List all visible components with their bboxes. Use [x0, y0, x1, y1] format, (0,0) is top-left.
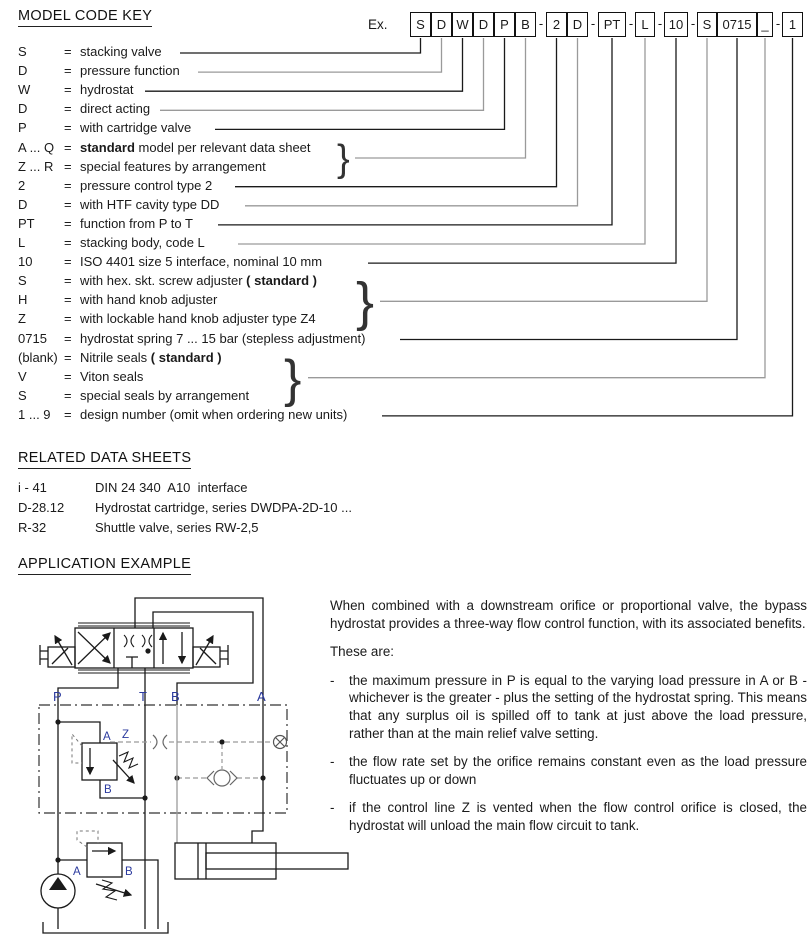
code-box-s: S: [410, 12, 431, 37]
junction-dot: [174, 775, 179, 780]
hydrostat-labels: [103, 729, 129, 796]
code-box-b: B: [515, 12, 536, 37]
port-label-p: P: [53, 689, 62, 704]
grouping-brace: }: [356, 272, 375, 332]
bullet-dash: -: [330, 754, 335, 770]
model-code-symbol: W: [18, 82, 31, 98]
code-connector-line: [355, 38, 526, 158]
related-sheet-row: [18, 478, 352, 498]
equals-sign: =: [64, 330, 72, 346]
model-code-description: direct acting: [80, 101, 151, 117]
equals-sign: =: [64, 158, 72, 174]
equals-sign: =: [64, 101, 72, 117]
application-paragraph: When combined with a downstream orifice or proportional valve, the bypass hydrostat provides a three-way flow control function, with its associated benefits.: [330, 598, 807, 631]
bullet-dash: -: [330, 800, 335, 816]
model-code-symbol: 2: [18, 177, 26, 193]
model-code-symbol: D: [18, 63, 28, 79]
equals-sign: =: [64, 368, 72, 384]
sheet-code: D-28.12: [18, 500, 65, 515]
code-connector-line: [245, 38, 578, 206]
sheet-description: Hydrostat cartridge, series DWDPA-2D-10 ...: [95, 500, 352, 515]
model-code-description: hydrostat: [80, 82, 134, 98]
model-code-symbol: 1 ... 9: [18, 406, 51, 422]
equals-sign: =: [64, 235, 72, 250]
hydrostat-label-b: B: [104, 784, 112, 796]
pilot-and-shuttle-lines: [110, 735, 287, 786]
subplate-boundary-box: [39, 705, 287, 813]
tank-symbol: [43, 922, 168, 933]
code-separator: -: [690, 16, 696, 31]
code-connector-line: [308, 38, 765, 378]
model-code-symbol: P: [18, 120, 27, 136]
equals-sign: =: [64, 254, 72, 270]
code-box-0715: 0715: [717, 12, 757, 37]
code-connector-line: [180, 38, 421, 53]
code-connector-line: [382, 38, 793, 416]
model-code-description: hydrostat spring 7 ... 15 bar (stepless adjustment): [80, 330, 366, 346]
model-code-symbol: 0715: [18, 330, 47, 346]
port-labels: [53, 689, 266, 704]
code-separator: -: [657, 16, 663, 31]
relief-labels: [73, 866, 133, 878]
related-sheet-row: [18, 498, 352, 518]
code-separator: -: [590, 16, 596, 31]
model-code-symbol: (blank): [18, 349, 58, 365]
code-connector-line: [380, 38, 707, 301]
code-connector-line: [160, 38, 484, 110]
related-data-sheets-list: [18, 478, 352, 538]
model-code-description: special features by arrangement: [80, 158, 266, 174]
grouping-brace: }: [284, 350, 302, 408]
valve-to-subplate-lines: [58, 598, 263, 705]
equals-sign: =: [64, 406, 72, 422]
directional-valve-symbol: [40, 623, 228, 673]
model-code-symbol: Z ... R: [18, 158, 54, 174]
code-box-w: W: [452, 12, 473, 37]
sheet-description: DIN 24 340 A10 interface: [95, 480, 248, 495]
bullet-item: [330, 753, 807, 788]
related-data-sheets-title: RELATED DATA SHEETS: [18, 450, 191, 469]
code-connector-line: [235, 38, 557, 187]
model-code-description: with lockable hand knob adjuster type Z4: [80, 311, 316, 327]
model-code-key-title: MODEL CODE KEY: [18, 8, 152, 27]
sheet-code: R-32: [18, 520, 47, 535]
model-code-symbol: H: [18, 292, 28, 308]
code-separator: -: [775, 16, 781, 31]
code-connector-line: [215, 38, 505, 129]
model-code-description: with cartridge valve: [80, 120, 192, 136]
equals-sign: =: [64, 177, 72, 193]
code-connector-line: [218, 38, 612, 225]
code-box-pt: PT: [598, 12, 626, 37]
equals-sign: =: [64, 215, 72, 231]
code-box-p: P: [494, 12, 515, 37]
equals-sign: =: [64, 44, 72, 59]
pump-symbol: [41, 813, 75, 929]
model-code-symbol: L: [18, 235, 26, 250]
code-separator: -: [538, 16, 544, 31]
relief-label-b: B: [125, 866, 133, 878]
model-code-symbol: 10: [18, 254, 33, 270]
grouping-brace: }: [337, 138, 350, 180]
sheet-code: i - 41: [18, 480, 47, 495]
application-bullets: [330, 672, 807, 835]
model-code-description: stacking valve: [80, 44, 162, 59]
model-code-symbol: Z: [18, 311, 26, 327]
model-code-description: with hand knob adjuster: [80, 292, 218, 308]
application-text-column: [330, 597, 807, 846]
equals-sign: =: [64, 120, 72, 136]
port-label-b: B: [171, 689, 180, 704]
model-code-symbol: S: [18, 44, 27, 59]
hydrostat-label-z: Z: [122, 729, 130, 741]
model-code-description: pressure control type 2: [80, 177, 213, 193]
bullet-text: the flow rate set by the orifice remains constant even as the load pressure fluctuates up or down: [349, 754, 807, 787]
equals-sign: =: [64, 387, 72, 403]
code-connector-line: [368, 38, 676, 263]
relief-valve-symbol: [55, 813, 158, 929]
model-code-description: Viton seals: [80, 368, 144, 384]
junction-dot: [219, 739, 224, 744]
model-code-description: Nitrile seals ( standard ): [80, 349, 222, 365]
bullet-item: [330, 672, 807, 742]
relief-label-a: A: [73, 866, 81, 878]
code-box-d: D: [567, 12, 588, 37]
cylinder-symbol: [175, 843, 348, 879]
equals-sign: =: [64, 273, 72, 289]
code-box-1: 1: [782, 12, 803, 37]
equals-sign: =: [64, 196, 72, 212]
model-code-description: pressure function: [80, 63, 180, 79]
code-box-2: 2: [546, 12, 567, 37]
bullet-text: if the control line Z is vented when the flow control orifice is closed, the hydrostat will unload the main flow circuit to tank.: [349, 800, 807, 833]
equals-sign: =: [64, 311, 72, 327]
code-box-d: D: [431, 12, 452, 37]
equals-sign: =: [64, 63, 72, 79]
sheet-description: Shuttle valve, series RW-2,5: [95, 520, 259, 535]
bullet-item: [330, 799, 807, 834]
model-code-symbol: S: [18, 387, 27, 403]
application-example-title: APPLICATION EXAMPLE: [18, 556, 191, 575]
model-code-symbol: S: [18, 273, 27, 289]
code-box-s: S: [697, 12, 717, 37]
hydraulic-circuit-diagram: [10, 588, 355, 944]
equals-sign: =: [64, 82, 72, 98]
junction-dot: [260, 775, 265, 780]
code-box-l: L: [635, 12, 655, 37]
bullet-dash: -: [330, 672, 335, 688]
model-code-description: standard model per relevant data sheet: [80, 139, 311, 155]
hydrostat-label-a: A: [103, 731, 111, 743]
model-code-description: with HTF cavity type DD: [80, 196, 220, 212]
a-port-channel: [252, 705, 263, 843]
code-connector-line: [198, 38, 442, 72]
code-box-d: D: [473, 12, 494, 37]
code-connector-line: [400, 38, 737, 340]
model-code-symbol: V: [18, 368, 27, 384]
model-code-description: function from P to T: [80, 215, 193, 231]
equals-sign: =: [64, 349, 72, 365]
model-code-symbol: D: [18, 196, 28, 212]
equals-sign: =: [64, 139, 72, 155]
model-code-description: design number (omit when ordering new units): [80, 406, 348, 422]
model-code-description: ISO 4401 size 5 interface, nominal 10 mm: [80, 254, 323, 270]
model-code-symbol: PT: [18, 215, 35, 231]
code-connector-line: [145, 38, 463, 91]
equals-sign: =: [64, 292, 72, 308]
model-code-description: with hex. skt. screw adjuster ( standard ): [80, 273, 317, 289]
code-box-_: _: [757, 12, 773, 37]
bullet-text: the maximum pressure in P is equal to the varying load pressure in A or B - whichever is the greater - plus the setting of the hydrostat spring. This means that any surplus oil is spilled off to tank at just above the load pressure, rather than at the main relief valve setting.: [349, 672, 807, 741]
model-code-description: special seals by arrangement: [80, 387, 250, 403]
port-label-t: T: [139, 689, 147, 704]
application-lead: These are:: [330, 644, 395, 660]
code-box-10: 10: [664, 12, 688, 37]
model-code-symbol: A ... Q: [18, 139, 55, 155]
model-code-symbol: D: [18, 101, 28, 117]
hydrostat-valve-symbol: [55, 705, 147, 813]
example-label: Ex.: [368, 17, 388, 32]
related-sheet-row: [18, 518, 352, 538]
port-label-a: A: [257, 689, 266, 704]
model-code-description: stacking body, code L: [80, 235, 205, 250]
code-separator: -: [628, 16, 634, 31]
